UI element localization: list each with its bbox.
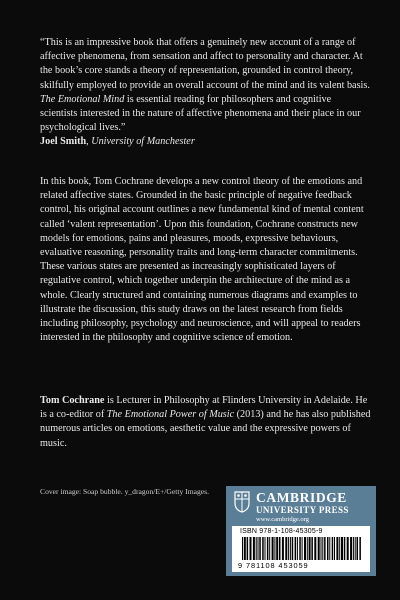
publisher-name-line2: UNIVERSITY PRESS: [256, 505, 349, 515]
barcode-bar: [318, 537, 320, 560]
publisher-url: www.cambridge.org: [256, 516, 309, 523]
endorsement-quote: [40, 36, 370, 135]
barcode-bar: [295, 537, 297, 560]
barcode-bar: [341, 537, 343, 560]
barcode-bar: [247, 537, 249, 560]
barcode-bar: [347, 537, 349, 560]
barcode-bar: [309, 537, 311, 560]
barcode-bar: [344, 537, 346, 560]
isbn-label: ISBN 978-1-108-45305-9: [240, 528, 323, 535]
bio-text: is Lecturer in Philosophy at Flinders University in Adelaide. He is a co-editor of: [40, 395, 368, 421]
publisher-panel: [226, 486, 376, 576]
barcode-bar: [314, 537, 316, 560]
barcode-bar: [329, 537, 330, 560]
barcode-digits: 9 781108 453059: [238, 561, 309, 570]
cover-credit: Cover image: Soap bubble. y_dragon/E+/Getty Images.: [40, 487, 209, 496]
barcode-icon: [240, 537, 362, 560]
barcode-bar: [355, 537, 356, 560]
barcode-bar: [302, 537, 303, 560]
endorser-affiliation: University of Manchester: [91, 136, 195, 148]
crest-icon: [234, 491, 250, 513]
barcode-bar: [256, 537, 257, 560]
barcode-bar: [324, 537, 326, 560]
barcode-bar: [290, 537, 291, 560]
barcode-bar: [359, 537, 361, 560]
endorsement-attribution: Joel Smith, University of Manchester: [40, 136, 195, 148]
author-bio: [40, 394, 374, 451]
barcode-bar: [357, 537, 359, 560]
barcode-bar: [276, 537, 278, 560]
endorsement-blurb: [40, 36, 370, 150]
barcode-bar: [307, 537, 308, 560]
barcode-bar: [334, 537, 335, 560]
bio-book-title: The Emotional Power of Music: [106, 409, 235, 421]
barcode-bar: [350, 537, 352, 560]
barcode-bar: [267, 537, 269, 560]
publisher-name-line1: CAMBRIDGE: [256, 490, 347, 505]
barcode-bar: [253, 537, 255, 560]
barcode-bar: [265, 537, 266, 560]
barcode-bar: [244, 537, 246, 560]
barcode-bar: [285, 537, 287, 560]
barcode-bar: [250, 537, 252, 560]
quote-text: “This is an impressive book that offers a genuinely new account of a range of affective phenomena, from sensation and affect to personality and character. At the book’s core stands a theory of representation, grounded in control theory, skilfully employed to provide an overall account of the mind and its valent basis.: [40, 37, 370, 91]
quote-book-title: The Emotional Mind: [40, 93, 125, 105]
barcode-bar: [288, 537, 289, 560]
quote-text-end: is essential reading for philosophers and cognitive scientists interested in the nature of affective phenomena and their place in our psychological lives.”: [40, 93, 361, 134]
barcode-bar: [262, 537, 264, 560]
barcode-bar: [304, 537, 306, 560]
barcode-bar: [339, 537, 340, 560]
barcode-bar: [259, 537, 261, 560]
barcode-bar: [353, 537, 354, 560]
barcode-bar: [282, 537, 284, 560]
bio-paragraph: [40, 394, 374, 451]
barcode-bar: [242, 537, 243, 560]
barcode-bar: [274, 537, 275, 560]
author-name: Tom Cochrane: [40, 395, 105, 406]
barcode-bar: [332, 537, 334, 560]
barcode-bar: [321, 537, 322, 560]
publisher-logo: [234, 491, 349, 524]
bio-text-end: (2013) and he has also published numerous articles on emotions, aesthetic value and the expressive powers of music.: [40, 409, 371, 449]
barcode-bar: [311, 537, 313, 560]
barcode-bar: [272, 537, 274, 560]
barcode-bar: [279, 537, 281, 560]
barcode-bar: [336, 537, 338, 560]
endorser-name: Joel Smith: [40, 136, 87, 148]
barcode-bar: [299, 537, 301, 560]
barcode-bar: [269, 537, 270, 560]
barcode-bar: [292, 537, 294, 560]
barcode-bar: [297, 537, 298, 560]
barcode-bar: [258, 537, 259, 560]
description-text: In this book, Tom Cochrane develops a new control theory of the emotions and related affective states. Grounded in the basic principle of negative feedback control, his original account outlines a new fundamental kind of mental content called ‘valent representation’. Upon this foundation, Cochrane constructs new models for emotions, pains and pleasures, moods, expressive behaviours, evaluative reasoning, personality traits and long-term character commitments. These various states are presented as increasingly sophisticated layers of regulative control, which together underpin the architecture of the mind as a whole. Clearly structured and containing numerous diagrams and examples to illustrate the discussion, this study draws on the latest research from fields including philosophy, psychology and neuroscience, and will appeal to readers interested in the philosophy and cognitive science of emotion.: [40, 176, 364, 344]
book-description: [40, 175, 374, 345]
barcode-bar: [322, 537, 323, 560]
barcode-bar: [327, 537, 329, 560]
isbn-barcode: [232, 526, 370, 572]
